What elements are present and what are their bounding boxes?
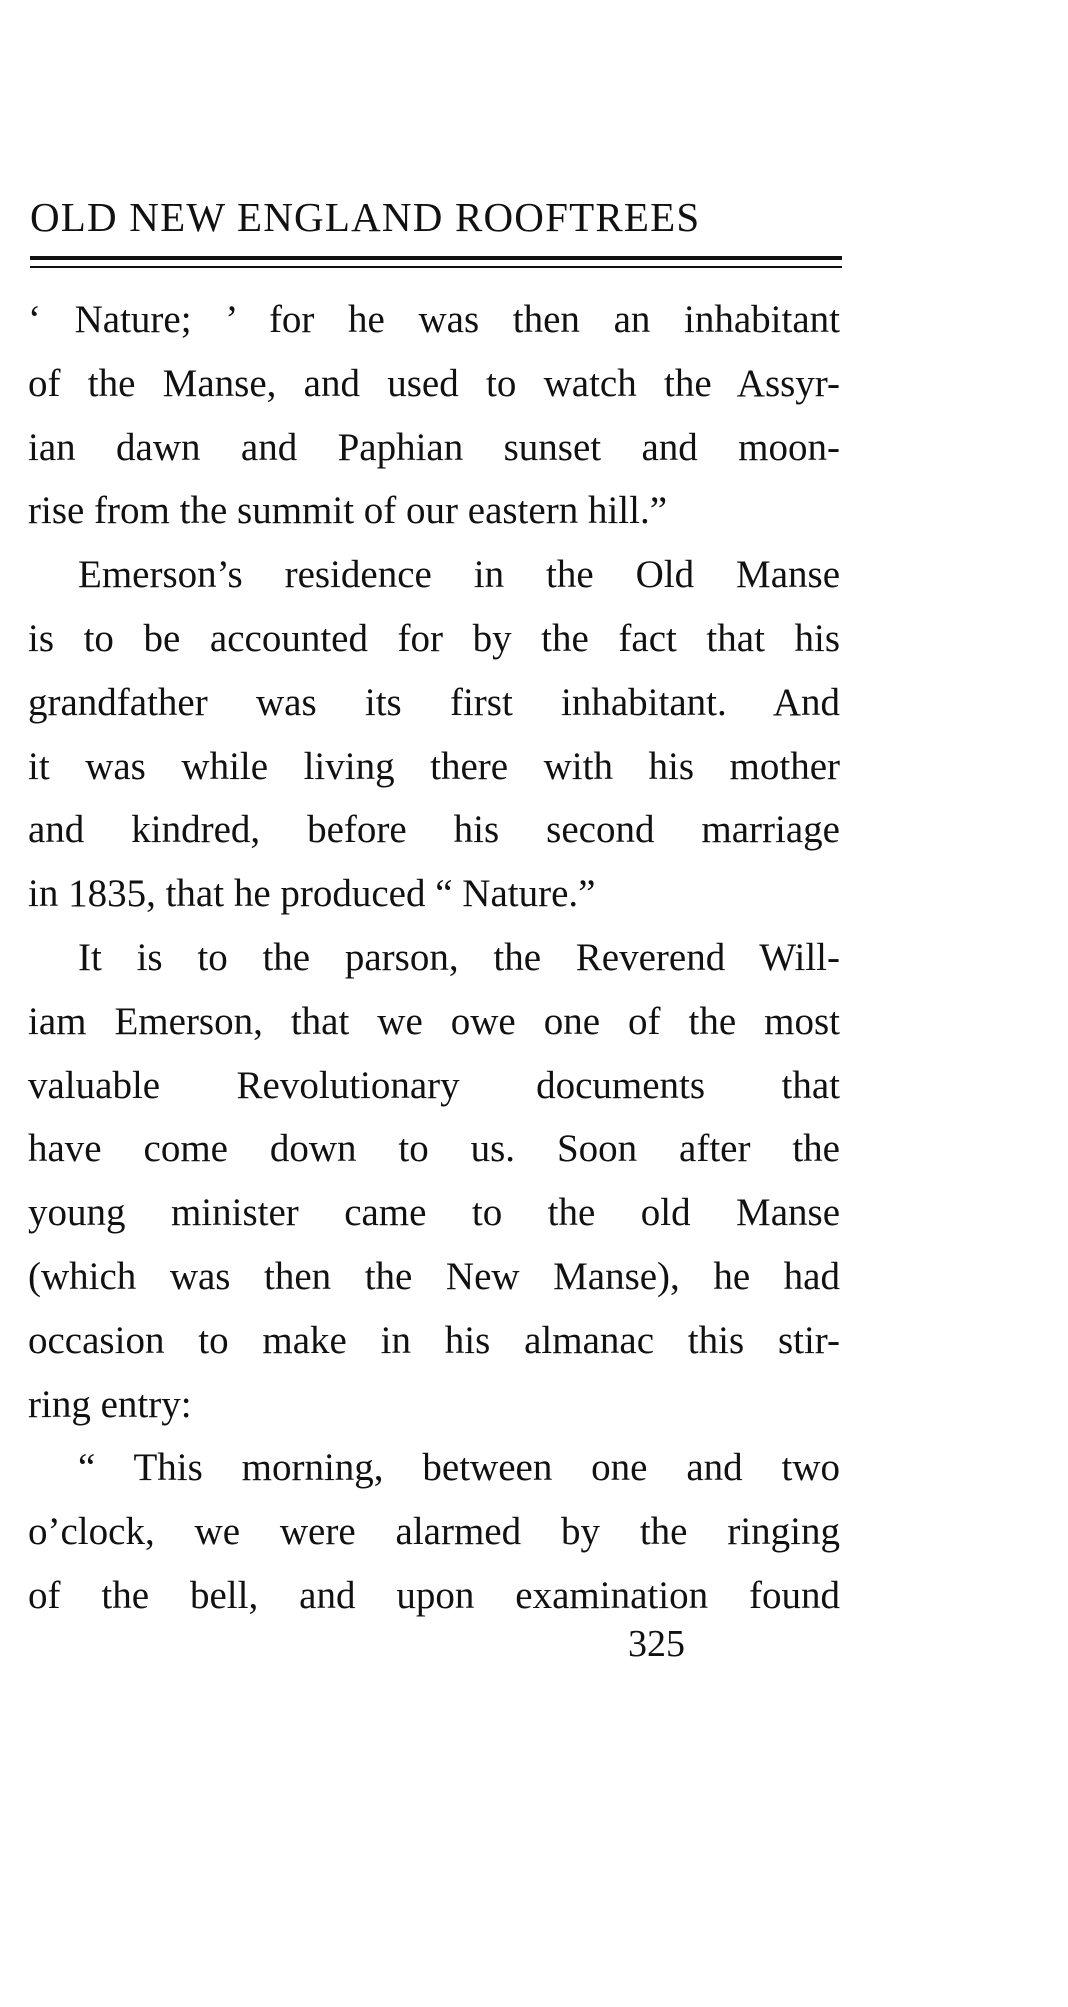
text-line: of the Manse, and used to watch the Assyr- — [28, 361, 840, 405]
text-line: is to be accounted for by the fact that his — [28, 616, 840, 660]
paragraph — [28, 1436, 840, 1627]
text-line: (which was then the New Manse), he had — [28, 1254, 840, 1298]
paragraph — [28, 926, 840, 1436]
header-rule-thin — [30, 266, 842, 268]
header-rule-thick — [30, 256, 842, 260]
text-line: and kindred, before his second marriage — [28, 808, 840, 852]
text-line: iam Emerson, that we owe one of the most — [28, 999, 840, 1043]
page-number: 325 — [628, 1623, 685, 1665]
text-line: “ This morning, between one and two — [78, 1446, 840, 1490]
text-line: occasion to make in his almanac this stir- — [28, 1318, 840, 1362]
text-line: o’clock, we were alarmed by the ringing — [28, 1510, 840, 1554]
text-line: It is to the parson, the Reverend Will- — [78, 935, 840, 979]
paragraph — [28, 543, 840, 926]
text-line: of the bell, and upon examination found — [28, 1573, 840, 1617]
paragraph — [28, 288, 840, 543]
text-line: ‘ Nature; ’ for he was then an inhabitant — [28, 298, 840, 341]
text-line: grandfather was its first inhabitant. And — [28, 680, 840, 724]
text-line: ian dawn and Paphian sunset and moon- — [28, 425, 840, 469]
running-head: OLD NEW ENGLAND ROOFTREES — [30, 194, 701, 240]
text-line: ring entry: — [28, 1382, 192, 1426]
body-text — [28, 288, 840, 1628]
text-line: rise from the summit of our eastern hill.” — [28, 489, 668, 533]
text-line: it was while living there with his mother — [28, 744, 840, 788]
text-line: have come down to us. Soon after the — [28, 1127, 840, 1171]
text-line: Emerson’s residence in the Old Manse — [78, 553, 840, 597]
text-line: young minister came to the old Manse — [28, 1191, 840, 1235]
text-line: valuable Revolutionary documents that — [28, 1063, 840, 1107]
text-line: in 1835, that he produced “ Nature.” — [28, 872, 596, 916]
